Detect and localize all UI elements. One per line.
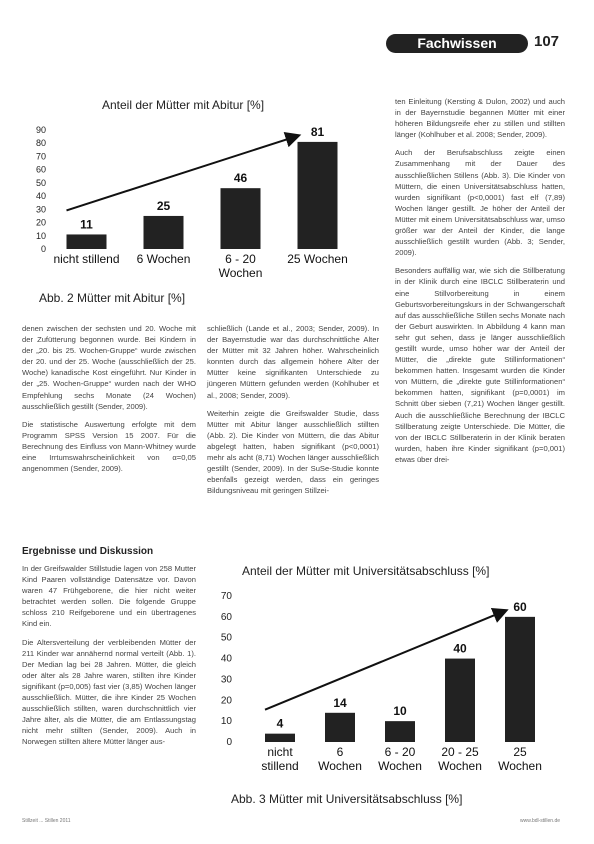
y-tick-label: 20 bbox=[35, 217, 46, 228]
right-column-top bbox=[395, 96, 565, 472]
left-column-bottom bbox=[22, 563, 196, 755]
x-tick-label: Wochen bbox=[378, 759, 422, 773]
x-tick-label: 6 - 20 bbox=[225, 252, 256, 266]
x-tick-label: 6 Wochen bbox=[136, 252, 191, 266]
y-tick-label: 60 bbox=[35, 164, 46, 175]
chart2-title: Anteil der Mütter mit Universitätsabschluss [%] bbox=[242, 564, 490, 578]
x-tick-label: Wochen bbox=[498, 759, 542, 773]
y-tick-label: 60 bbox=[220, 611, 232, 623]
paragraph: schließlich (Lande et al., 2003; Sender, 2009). In der Bayernstudie war das durchschnittliche Alter der Mütter mit 32 Jahren höher. Wahrscheinlich konnten durch das allgemein höhere Alter der Mütter keine signifikanten Unterschiede zu jüngeren Müttern gefunden werden (Kohlhuber et al., 2008; Sender, 2009). bbox=[207, 324, 379, 400]
x-tick-label: 6 - 20 bbox=[384, 745, 416, 759]
y-tick-label: 80 bbox=[35, 138, 46, 149]
paragraph: In der Greifswalder Stillstudie lagen von 258 Mutter Kind Paaren vollständige Datensätze vor. Davon waren 47 Frühgeborene, die hier nicht weiter betrachtet werden sollen. Die folgende Gruppe schloss 210 Reifgeborene und ein übertragenes Kind ein. bbox=[22, 564, 196, 629]
x-tick-label: 25 bbox=[513, 745, 527, 759]
y-tick-label: 90 bbox=[35, 125, 46, 135]
page-number: 107 bbox=[534, 33, 560, 50]
data-label: 46 bbox=[233, 171, 248, 186]
middle-column bbox=[207, 323, 379, 503]
paragraph: Die statistische Auswertung erfolgte mit dem Programm SPSS Version 15 2007. Für die Berechnung des Einfluss von Mann-Whitney wurde eine Irrtumswahrscheinlichkeit von α=0,05 angenommen (Sender, 2009). bbox=[22, 419, 196, 474]
x-tick-label: 6 bbox=[336, 745, 344, 759]
x-tick-label: nicht bbox=[267, 745, 293, 759]
y-tick-label: 20 bbox=[220, 695, 232, 707]
chart1-caption: Abb. 2 Mütter mit Abitur [%] bbox=[39, 291, 186, 305]
paragraph: denen zwischen der sechsten und 20. Woche mit der Zufütterung begonnen wurde. Bei Kindern in der „20. bis 25. Wochen-Gruppe“ wurde zwischen der 20. und der 25. Woche (ausschließlich der 25. Woche) kanadische Kost eingeführt. Nur Kinder in der „25. Wochen-Gruppe“ wurden nach der WHO Empfehlung sechs Monate (24 Wochen) ausschließlich gestillt (Sender, 2009). bbox=[22, 324, 196, 411]
bar bbox=[221, 188, 261, 249]
y-tick-label: 70 bbox=[220, 591, 232, 602]
data-label: 11 bbox=[80, 217, 93, 232]
data-label: 14 bbox=[333, 695, 347, 710]
paragraph: Auch der Berufsabschluss zeigte einen Zusammenhang mit der Dauer des ausschließlichen Stillens (Abb. 3). Die Kinder von Müttern, die einen Universitätsabschluss hatten, wurden signifikant (p<0,0001) fast elf (7,89) Wochen länger gestillt. Je höher der Anteil der Mütter mit einem Universitätsabschluss war, umso größer war der Anteil der Kinder, die lange ausschließlich gestillt wurden (Abb. 3; Sender, 2009). bbox=[395, 148, 565, 258]
chart2-plot bbox=[210, 586, 558, 782]
data-label: 10 bbox=[393, 704, 407, 719]
x-tick-label: Wochen bbox=[438, 759, 482, 773]
chart1-plot bbox=[20, 118, 382, 288]
bar bbox=[298, 142, 338, 249]
y-tick-label: 30 bbox=[35, 204, 46, 215]
x-tick-label: 20 - 25 bbox=[441, 745, 479, 759]
y-tick-label: 30 bbox=[220, 674, 232, 686]
y-tick-label: 50 bbox=[220, 632, 232, 644]
x-tick-label: 25 Wochen bbox=[287, 252, 348, 266]
x-tick-label: Wochen bbox=[218, 266, 263, 280]
x-tick-label: nicht stillend bbox=[53, 252, 120, 266]
paragraph: Besonders auffällig war, wie sich die Stillberatung in der Klinik durch eine IBCLC Stillberaterin und eine Stillvorbereitung in einem Geburtsvorbereitungskurs in der Schwangerschaft auf das ausschließliche Stillen sechs Monate nach der Geburt auswirkten. In Abbildung 4 kann man sehr gut sehen, dass je länger ausschließlich gestillt wurde, umso höher war der Anteil der Mütter, die „direkte gute Stillinformationen“ bekommen hatten. Insgesamt wurden die Kinder von Müttern, die „direkte gute Stillinformationen“ bekommen hatten, signifikant (p=0,0001) im Schnitt über sieben (7,21) Wochen länger gestillt. Auch die ausschließliche Berechnung der IBCLC Stillberatung zeigte Unterschiede. Die Mütter, die von der IBCLC Stillberaterin in der Klinik beraten wurden, haben ihre Kinder signifikant (p=0,001) etwas über drei- bbox=[395, 266, 565, 464]
footer-left: Stillzeit ... Stillen 2011 bbox=[22, 818, 71, 824]
y-tick-label: 10 bbox=[35, 230, 46, 241]
bar bbox=[385, 721, 415, 742]
y-tick-label: 70 bbox=[35, 151, 46, 162]
chart2-caption: Abb. 3 Mütter mit Universitätsabschluss [%] bbox=[231, 792, 463, 806]
data-label: 60 bbox=[513, 599, 527, 614]
paragraph: Weiterhin zeigte die Greifswalder Studie, dass Mütter mit Abitur länger ausschließlich stillten (Abb. 2). Die Kinder von Müttern, die das Abitur abgelegt hatten, haben signifikant (p<0,0001) mehr als acht (8,71) Wochen länger ausschließlich gestillt (Sender, 2009). In der SuSe-Studie konnte ebenfalls gezeigt werden, dass ein geringes Bildungsniveau mit geringen Stillzei- bbox=[207, 408, 379, 496]
y-tick-label: 40 bbox=[220, 653, 232, 665]
bar bbox=[505, 617, 535, 742]
x-tick-label: stillend bbox=[261, 759, 299, 773]
bar bbox=[325, 713, 355, 742]
y-tick-label: 0 bbox=[40, 244, 46, 254]
data-label: 40 bbox=[453, 641, 467, 656]
bar bbox=[445, 659, 475, 742]
bar bbox=[144, 216, 184, 249]
paragraph: ten Einleitung (Kersting & Dulon, 2002) und auch in der Bayernstudie begannen Mütter mit einer höheren Bildungsreife eher zu stillen und stillten länger (Kohlhuber et al. 2008; Sender, 2009). bbox=[395, 97, 565, 140]
y-tick-label: 0 bbox=[226, 737, 232, 748]
section-badge: Fachwissen bbox=[386, 34, 528, 53]
y-tick-label: 40 bbox=[35, 191, 46, 202]
footer-right: www.bdl-stillen.de bbox=[520, 818, 561, 824]
bar bbox=[67, 234, 107, 249]
paragraph: Die Altersverteilung der verbleibenden Mütter der 211 Kinder war annähernd normal verteilt (Abb. 1). Der Median lag bei 28 Jahren. Mütter, die gleich oder älter als 28 Jahre waren, stillten ihre Kinder signifikant (p=0,005) fast vier (3,85) Wochen länger ausschließlich. Mütter, die ihre Kinder 25 Wochen ausschließlich stillten, waren durchschnittlich vier Jahre älter, als die Mütter, die am Entlassungstag nicht mehr stillten (Sender, 2009). Auch in Norwegen stillten ältere Mütter länger aus- bbox=[22, 637, 196, 747]
x-tick-label: Wochen bbox=[318, 759, 362, 773]
data-label: 81 bbox=[310, 124, 325, 139]
section-heading: Ergebnisse und Diskussion bbox=[22, 546, 154, 557]
chart1-title: Anteil der Mütter mit Abitur [%] bbox=[102, 98, 265, 112]
data-label: 4 bbox=[276, 716, 284, 731]
y-tick-label: 50 bbox=[35, 177, 46, 188]
bar bbox=[265, 734, 295, 742]
data-label: 25 bbox=[156, 198, 171, 213]
y-tick-label: 10 bbox=[220, 716, 232, 728]
left-column bbox=[22, 323, 196, 481]
trend-arrow bbox=[67, 136, 298, 211]
